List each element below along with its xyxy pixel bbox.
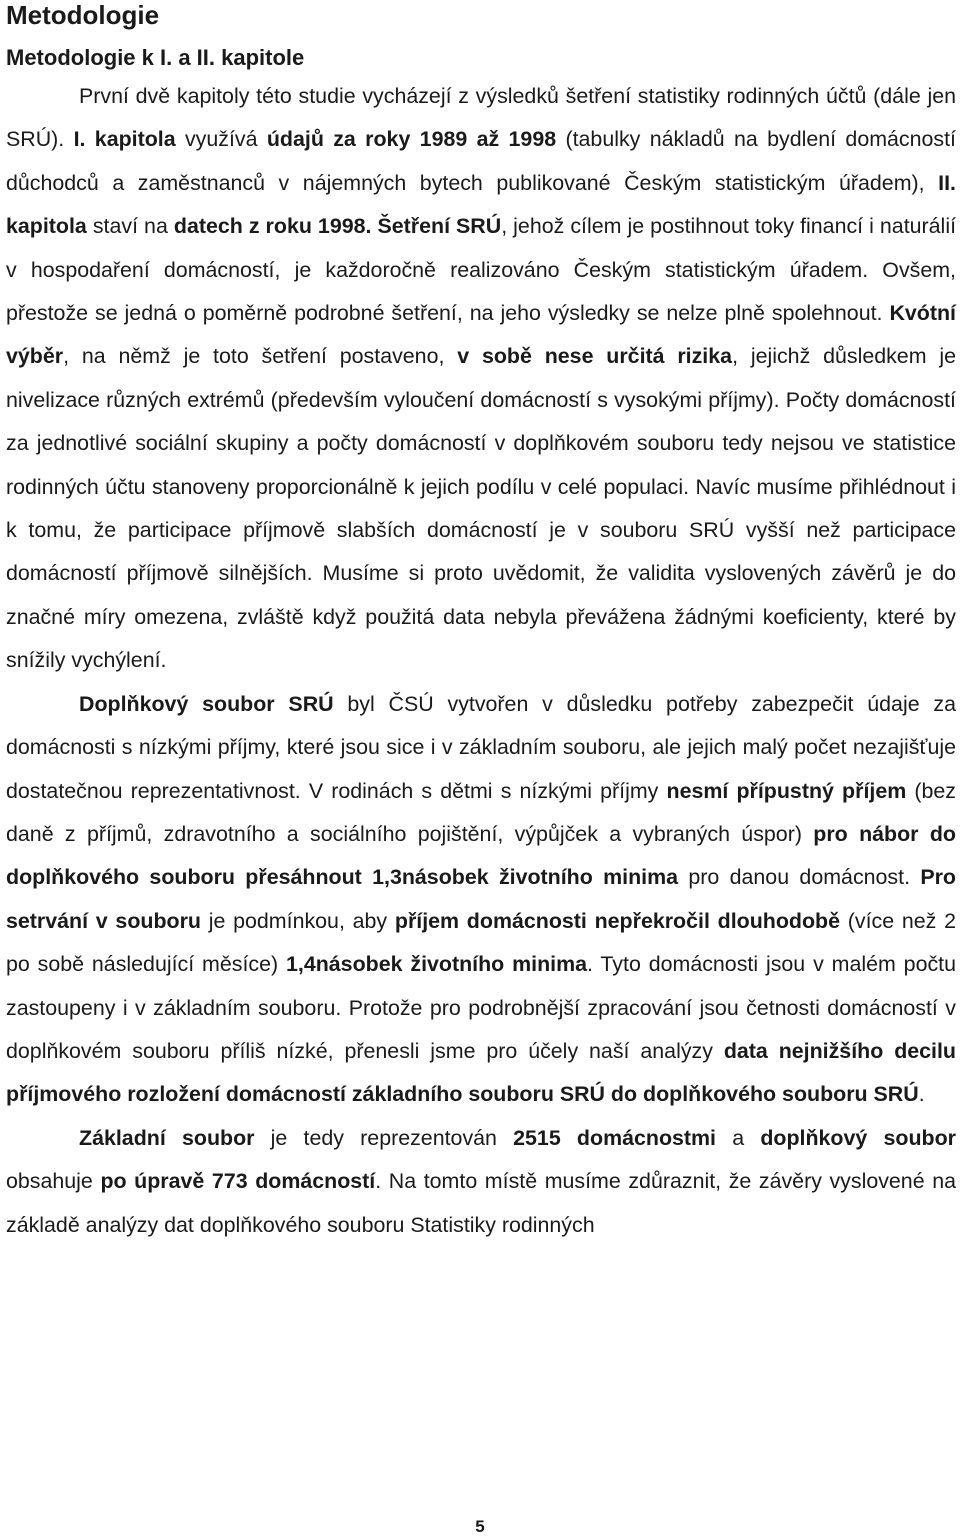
- bold-text-segment: datech z roku 1998.: [173, 214, 372, 239]
- bold-text-segment: data nejnižšího decilu příjmového rozložení domácností základního souboru SRÚ do doplňkového souboru SRÚ: [6, 1038, 956, 1107]
- bold-text-segment: příjem domácnosti nepřekročil dlouhodobě: [394, 908, 841, 933]
- text-segment: (tabulky nákladů na bydlení domácností důchodců a zaměstnanců v nájemných bytech publikované Českým statistickým úřadem),: [6, 127, 956, 195]
- bold-text-segment: Základní soubor: [79, 1125, 255, 1150]
- text-segment: byl ČSÚ vytvořen v důsledku potřeby zabezpečit údaje za domácnosti s nízkými příjmy, které jsou sice i v základním souboru, ale jejich malý počet nezajišťuje dostatečnou reprezentativnost. V rodinách s dětmi s nízkými příjmy: [6, 691, 956, 803]
- page-title: Metodologie: [6, 0, 160, 30]
- paragraph-1: [6, 75, 956, 683]
- text-segment: První dvě kapitoly této studie vycházejí z výsledků šetření statistiky rodinných účtů (dále jen SRÚ).: [6, 84, 956, 152]
- bold-text-segment: pro nábor do doplňkového souboru přesáhnout 1,3násobek životního minima: [6, 821, 956, 890]
- bold-text-segment: Kvótní výběr: [6, 301, 956, 369]
- bold-text-segment: Pro setrvání v souboru: [6, 865, 957, 933]
- bold-text-segment: v sobě nese určitá rizika: [457, 344, 733, 369]
- text-segment: , jehož cílem je postihnout toky financí i naturálií v hospodaření domácností, je každoročně realizováno Českým statistickým úřadem. Ovšem, přestože se jedná o poměrně podrobné šetření, na jeho výsledky se nelze plně spolehnout.: [6, 214, 957, 326]
- bold-text-segment: 1,4násobek životního minima: [285, 952, 587, 977]
- text-segment: staví na: [86, 214, 174, 239]
- bold-text-segment: doplňkový soubor: [760, 1125, 956, 1150]
- bold-text-segment: II. kapitola: [6, 170, 956, 239]
- text-segment: (více než 2 po sobě následující měsíce): [6, 908, 956, 977]
- bold-text-segment: nesmí přípustný příjem: [666, 778, 907, 803]
- text-segment: pro danou domácnost.: [678, 865, 921, 890]
- bold-text-segment: Šetření SRÚ: [377, 214, 502, 239]
- text-segment: a: [716, 1125, 761, 1150]
- text-segment: , na němž je toto šetření postaveno,: [63, 344, 458, 369]
- text-segment: (bez daně z příjmů, zdravotního a sociálního pojištění, výpůjček a vybraných úspor): [6, 778, 956, 846]
- bold-text-segment: údajů za roky 1989 až 1998: [266, 127, 557, 152]
- bold-text-segment: 2515 domácnostmi: [513, 1125, 716, 1150]
- bold-text-segment: Doplňkový soubor SRÚ: [79, 691, 334, 716]
- section-title: Metodologie k I. a II. kapitole: [6, 45, 305, 70]
- paragraph-3: [6, 1117, 956, 1247]
- text-segment: obsahuje: [6, 1169, 101, 1194]
- text-segment: . Na tomto místě musíme zdůraznit, že závěry vyslovené na základě analýzy dat doplňkového souboru Statistiky rodinných: [6, 1169, 956, 1237]
- bold-text-segment: po úpravě 773 domácností: [100, 1169, 376, 1194]
- text-segment: je tedy reprezentován: [254, 1125, 514, 1150]
- text-segment: je podmínkou, aby: [200, 908, 395, 933]
- bold-text-segment: I. kapitola: [73, 127, 176, 152]
- page-number: 5: [475, 1517, 485, 1536]
- text-segment: .: [918, 1082, 925, 1107]
- text-segment: využívá: [175, 127, 267, 152]
- document-page: [6, 0, 956, 1247]
- text-segment: , jejichž důsledkem je nivelizace různých extrémů (především vyloučení domácností s vysokými příjmy). Počty domácností za jednotlivé sociální skupiny a počty domácností v doplňkovém souboru tedy nejsou ve statistice rodinných účtu stanoveny proporcionálně k jejich podílu v celé populaci. Navíc musíme přihlédnout i k tomu, že participace příjmově slabších domácností je v souboru SRÚ vyšší než participace domácností příjmově silnějších. Musíme si proto uvědomit, že validita vyslovených závěrů je do značné míry omezena, zvláště když použitá data nebyla převážena žádnými koeficienty, které by snížily vychýlení.: [6, 344, 956, 673]
- paragraph-2: [6, 683, 956, 1117]
- text-segment: . Tyto domácnosti jsou v malém počtu zastoupeny i v základním souboru. Protože pro podrobnější zpracování jsou četnosti domácností v doplňkovém souboru příliš nízké, přenesli jsme pro účely naší analýzy: [6, 952, 956, 1063]
